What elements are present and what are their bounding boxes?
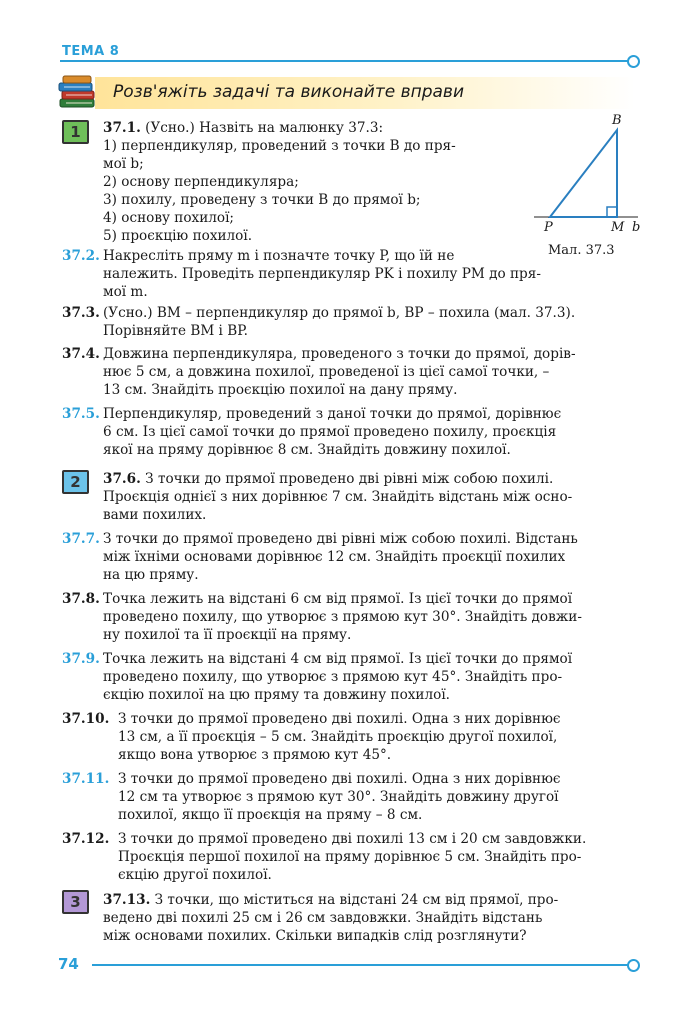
label-b-vertex: B: [612, 113, 622, 128]
exercise-line: [118, 746, 391, 764]
exercise-text: З точки, що міститься на відстані 24 см від прямої, про-: [154, 892, 559, 908]
exercise-text: мої m.: [103, 284, 148, 300]
exercise-text: 12 см та утворює з прямою кут 30°. Знайдіть довжину другої: [118, 789, 559, 805]
exercise-number: 37.1.: [103, 120, 141, 136]
footer-rule-end: [627, 959, 640, 972]
exercise-line: [103, 191, 421, 209]
exercise-text: якої на пряму дорівнює 8 см. Знайдіть довжину похилої.: [103, 442, 511, 458]
exercise-number: 37.9.: [62, 651, 100, 667]
exercise-line: [103, 155, 144, 173]
exercise-text: єкцію другої похилої.: [118, 867, 272, 883]
exercise-line: [103, 891, 558, 909]
exercise-number: 37.13.: [103, 892, 151, 908]
exercise-text: 13 см, а її проєкція – 5 см. Знайдіть проєкцію другої похилої,: [118, 729, 558, 745]
exercise-line: [103, 470, 553, 488]
exercise-line: [103, 119, 383, 137]
exercise-line: [103, 423, 556, 441]
exercise-number: 37.4.: [62, 346, 100, 362]
exercise-text: Перпендикуляр, проведений з даної точки до прямої, дорівнює: [103, 406, 562, 422]
exercise-text: Точка лежить на відстані 4 см від прямої. Із цієї точки до прямої: [103, 651, 573, 667]
exercise-line: [118, 866, 272, 884]
exercise-text: якщо вона утворює з прямою кут 45°.: [118, 747, 392, 763]
exercise-line: [103, 608, 582, 626]
exercise-text: між основами похилих. Скільки випадків слід розглянути?: [103, 928, 527, 944]
exercise-line: [103, 686, 450, 704]
exercise-line: [103, 283, 148, 301]
level-3-badge: 3: [62, 890, 89, 914]
exercise-text: єкцію похилої на цю пряму та довжину похилої.: [103, 687, 450, 703]
exercise-line: [103, 227, 252, 245]
exercise-text: нює 5 см, а довжина похилої, проведеної із цієї самої точки, –: [103, 364, 550, 380]
exercise-text: 2) основу перпендикуляра;: [103, 174, 299, 190]
exercise-text: Довжина перпендикуляра, проведеного з точки до прямої, дорів-: [103, 346, 576, 362]
exercise-text: 5) проєкцію похилої.: [103, 228, 253, 244]
exercise-line: [62, 650, 573, 668]
exercise-text: проведено похилу, що утворює з прямою кут 45°. Знайдіть про-: [103, 669, 563, 685]
exercise-line: [62, 770, 561, 788]
exercise-line: [103, 626, 351, 644]
exercise-line: [103, 265, 541, 283]
exercise-line: [62, 345, 576, 363]
exercise-number: 37.5.: [62, 406, 100, 422]
exercise-text: З точки до прямої проведено дві похилі 13 см і 20 см завдовжки.: [118, 831, 587, 847]
exercise-text: Точка лежить на відстані 6 см від прямої. Із цієї точки до прямої: [103, 591, 573, 607]
label-b-line: b: [632, 220, 641, 235]
exercise-text: ну похилої та її проєкції на пряму.: [103, 627, 352, 643]
exercise-line: [118, 788, 559, 806]
exercise-text: 1) перпендикуляр, проведений з точки B до пря-: [103, 138, 456, 154]
exercise-text: належить. Проведіть перпендикуляр PK і похилу PM до пря-: [103, 266, 541, 282]
triangle-bpm: [550, 130, 617, 217]
exercise-text: ведено дві похилі 25 см і 26 см завдовжки. Знайдіть відстань: [103, 910, 543, 926]
topic-label: ТЕМА 8: [62, 44, 120, 59]
exercise-text: 6 см. Із цієї самої точки до прямої проведено похилу, проєкція: [103, 424, 557, 440]
exercise-text: Проєкція першої похилої на пряму дорівнює 5 см. Знайдіть про-: [118, 849, 582, 865]
exercise-number: 37.8.: [62, 591, 100, 607]
exercise-text: З точки до прямої проведено дві похилі. Одна з них дорівнює: [118, 711, 561, 727]
exercise-line: [103, 668, 562, 686]
exercise-text: (Усно.) Назвіть на малюнку 37.3:: [145, 120, 384, 136]
exercise-text: 3) похилу, проведену з точки B до прямої b;: [103, 192, 421, 208]
exercise-line: [103, 381, 457, 399]
exercise-line: [103, 173, 299, 191]
exercise-text: між їхніми основами дорівнює 12 см. Знайдіть проєкції похилих: [103, 549, 566, 565]
exercise-text: З точки до прямої проведено дві рівні між собою похилі.: [145, 471, 554, 487]
exercise-line: [103, 506, 206, 524]
exercise-number: 37.11.: [62, 771, 110, 787]
exercise-number: 37.2.: [62, 248, 100, 264]
exercise-line: [103, 548, 565, 566]
exercise-line: [103, 363, 549, 381]
exercise-text: З точки до прямої проведено дві рівні між собою похилі. Відстань: [103, 531, 578, 547]
exercise-number: 37.6.: [103, 471, 141, 487]
label-m: M: [611, 220, 625, 235]
exercise-text: Накресліть пряму m і позначте точку P, що їй не: [103, 248, 455, 264]
exercise-number: 37.3.: [62, 305, 100, 321]
exercise-number: 37.12.: [62, 831, 110, 847]
exercise-line: [103, 322, 248, 340]
exercise-line: [118, 728, 557, 746]
exercise-text: мої b;: [103, 156, 144, 172]
exercise-text: на цю пряму.: [103, 567, 199, 583]
footer-rule: [92, 964, 628, 966]
header-rule: [60, 60, 628, 62]
exercise-line: [103, 137, 456, 155]
exercise-text: проведено похилу, що утворює з прямою кут 30°. Знайдіть довжи-: [103, 609, 582, 625]
exercise-text: похилої, якщо її проєкція на пряму – 8 см.: [118, 807, 423, 823]
exercise-text: 4) основу похилої;: [103, 210, 235, 226]
exercise-line: [62, 590, 573, 608]
label-p: P: [544, 220, 553, 235]
exercise-line: [62, 710, 561, 728]
exercise-line: [103, 909, 542, 927]
right-angle-mark: [607, 207, 617, 217]
exercise-number: 37.7.: [62, 531, 100, 547]
page-number: 74: [58, 955, 79, 973]
exercise-line: [103, 441, 511, 459]
section-heading: Розв'яжіть задачі та виконайте вправи: [113, 82, 464, 102]
level-1-badge: 1: [62, 120, 89, 144]
exercise-line: [62, 405, 562, 423]
exercise-text: Проєкція однієї з них дорівнює 7 см. Знайдіть відстань між осно-: [103, 489, 573, 505]
figure-caption: Мал. 37.3: [548, 243, 615, 258]
books-icon: [58, 73, 98, 111]
exercise-line: [103, 927, 527, 945]
exercise-text: Порівняйте BM і BP.: [103, 323, 248, 339]
exercise-line: [118, 806, 422, 824]
header-rule-end: [627, 55, 640, 68]
figure-37-3: [532, 110, 642, 238]
exercise-number: 37.10.: [62, 711, 110, 727]
level-2-badge: 2: [62, 470, 89, 494]
exercise-line: [62, 304, 576, 322]
exercise-line: [103, 566, 199, 584]
exercise-line: [62, 247, 455, 265]
exercise-line: [62, 530, 578, 548]
exercise-text: З точки до прямої проведено дві похилі. Одна з них дорівнює: [118, 771, 561, 787]
exercise-line: [103, 209, 234, 227]
exercise-line: [118, 848, 581, 866]
exercise-line: [103, 488, 572, 506]
exercise-text: вами похилих.: [103, 507, 207, 523]
exercise-text: (Усно.) BM – перпендикуляр до прямої b, BP – похила (мал. 37.3).: [103, 305, 576, 321]
exercise-line: [62, 830, 587, 848]
exercise-text: 13 см. Знайдіть проєкцію похилої на дану пряму.: [103, 382, 458, 398]
